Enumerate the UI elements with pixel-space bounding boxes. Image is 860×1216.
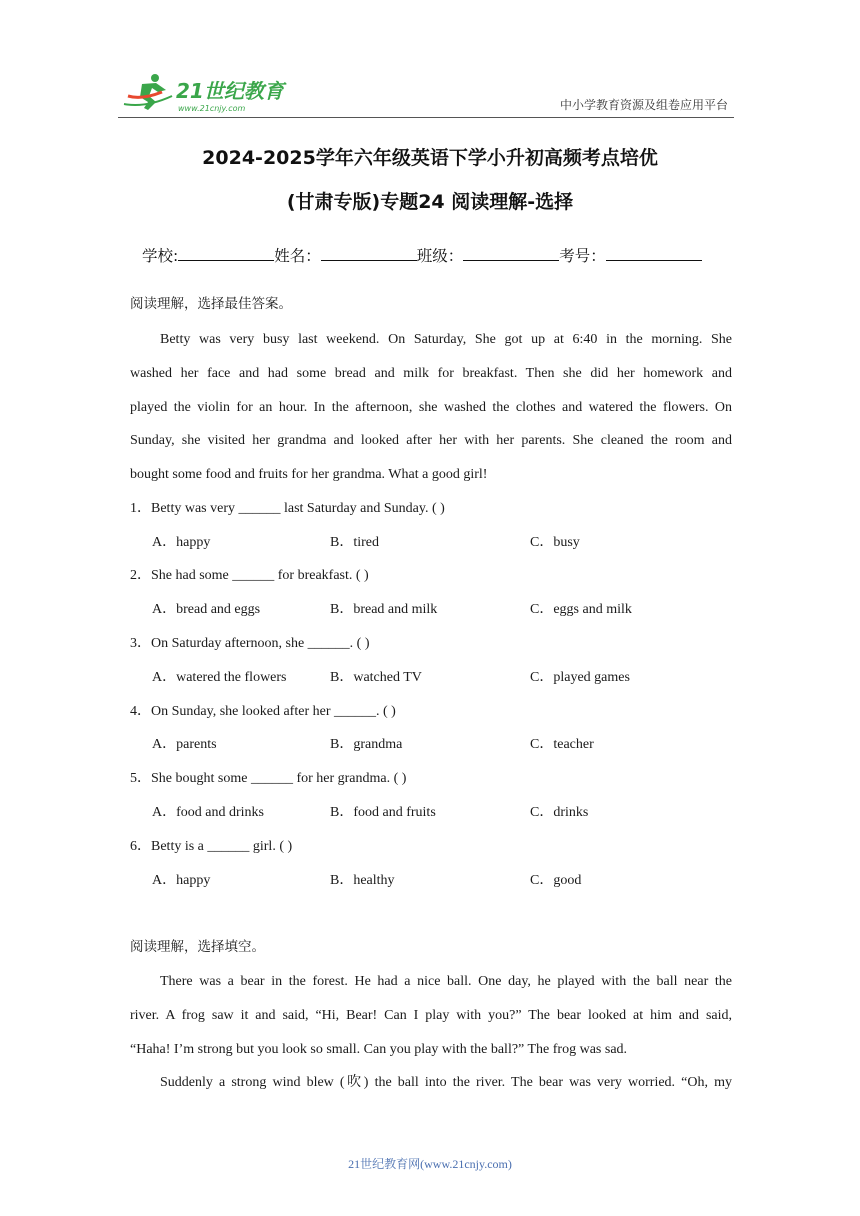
question-stem: 6．Betty is a ______ girl. ( ) bbox=[130, 839, 293, 854]
section2-passage-line: “Haha! I’m strong but you look so small. Can you play with the ball?” The frog was sad. bbox=[130, 1042, 628, 1057]
exam-number-blank bbox=[606, 246, 702, 261]
option-b: B．watched TV bbox=[330, 670, 422, 685]
option-a: A．food and drinks bbox=[152, 805, 264, 820]
section1-passage-line: washed her face and had some bread and milk for breakfast. Then she did her homework and bbox=[130, 366, 732, 381]
option-b: B．bread and milk bbox=[330, 602, 438, 617]
exam-number-label: 考号： bbox=[559, 247, 606, 265]
page-footer: 21世纪教育网(www.21cnjy.com) bbox=[348, 1157, 512, 1171]
option-c: C．busy bbox=[530, 535, 580, 550]
option-a: A．happy bbox=[152, 535, 211, 550]
option-c: C．eggs and milk bbox=[530, 602, 632, 617]
name-label: 姓名： bbox=[274, 247, 321, 265]
student-info-row bbox=[142, 244, 702, 266]
question-stem: 4．On Sunday, she looked after her ______. ( ) bbox=[130, 704, 396, 719]
question-stem: 3．On Saturday afternoon, she ______. ( ) bbox=[130, 636, 370, 651]
section1-passage-line: played the violin for an hour. In the afternoon, she washed the clothes and watered the flowers. On bbox=[130, 400, 732, 415]
class-label: 班级： bbox=[416, 247, 464, 265]
question-stem: 1．Betty was very ______ last Saturday and Sunday. ( ) bbox=[130, 501, 445, 516]
page-header bbox=[118, 66, 734, 118]
school-label: 学校: bbox=[142, 247, 179, 265]
section1-passage-line: Betty was very busy last weekend. On Saturday, She got up at 6:40 in the morning. She bbox=[160, 332, 732, 347]
page-title-line2: (甘肃专版)专题24 阅读理解-选择 bbox=[286, 191, 574, 213]
option-a: A．watered the flowers bbox=[152, 670, 287, 685]
school-blank bbox=[178, 246, 274, 261]
section2-passage-line: There was a bear in the forest. He had a nice ball. One day, he played with the ball near the bbox=[160, 974, 732, 989]
section2-passage-line: river. A frog saw it and said, “Hi, Bear! Can I play with you?” The bear looked at him and said, bbox=[130, 1008, 732, 1023]
option-b: B．healthy bbox=[330, 873, 395, 888]
option-a: A．parents bbox=[152, 737, 217, 752]
option-b: B．tired bbox=[330, 535, 379, 550]
section1-instruction: 阅读理解，选择最佳答案。 bbox=[130, 296, 292, 312]
question-stem: 5．She bought some ______ for her grandma. ( ) bbox=[130, 771, 407, 786]
question-stem: 2．She had some ______ for breakfast. ( ) bbox=[130, 568, 369, 583]
21cnjy-logo bbox=[122, 70, 292, 114]
option-a: A．happy bbox=[152, 873, 211, 888]
svg-text:www.21cnjy.com: www.21cnjy.com bbox=[178, 104, 246, 113]
section1-passage-line: bought some food and fruits for her grandma. What a good girl! bbox=[130, 467, 488, 482]
section2-passage-line: Suddenly a strong wind blew (吹) the ball into the river. The bear was very worried. “Oh, my bbox=[160, 1075, 732, 1090]
option-c: C．good bbox=[530, 873, 582, 888]
section2-instruction: 阅读理解，选择填空。 bbox=[130, 939, 265, 955]
header-divider bbox=[118, 117, 734, 118]
option-c: C．played games bbox=[530, 670, 630, 685]
option-b: B．grandma bbox=[330, 737, 403, 752]
svg-text:21世纪教育: 21世纪教育 bbox=[176, 79, 284, 103]
option-c: C．drinks bbox=[530, 805, 589, 820]
class-blank bbox=[463, 246, 559, 261]
page-title-line1: 2024-2025学年六年级英语下学小升初高频考点培优 bbox=[202, 147, 658, 169]
option-b: B．food and fruits bbox=[330, 805, 436, 820]
option-a: A．bread and eggs bbox=[152, 602, 261, 617]
option-c: C．teacher bbox=[530, 737, 594, 752]
name-blank bbox=[321, 246, 417, 261]
section1-passage-line: Sunday, she visited her grandma and looked after her with her parents. She cleaned the room and bbox=[130, 433, 732, 448]
platform-label: 中小学教育资源及组卷应用平台 bbox=[559, 98, 728, 112]
